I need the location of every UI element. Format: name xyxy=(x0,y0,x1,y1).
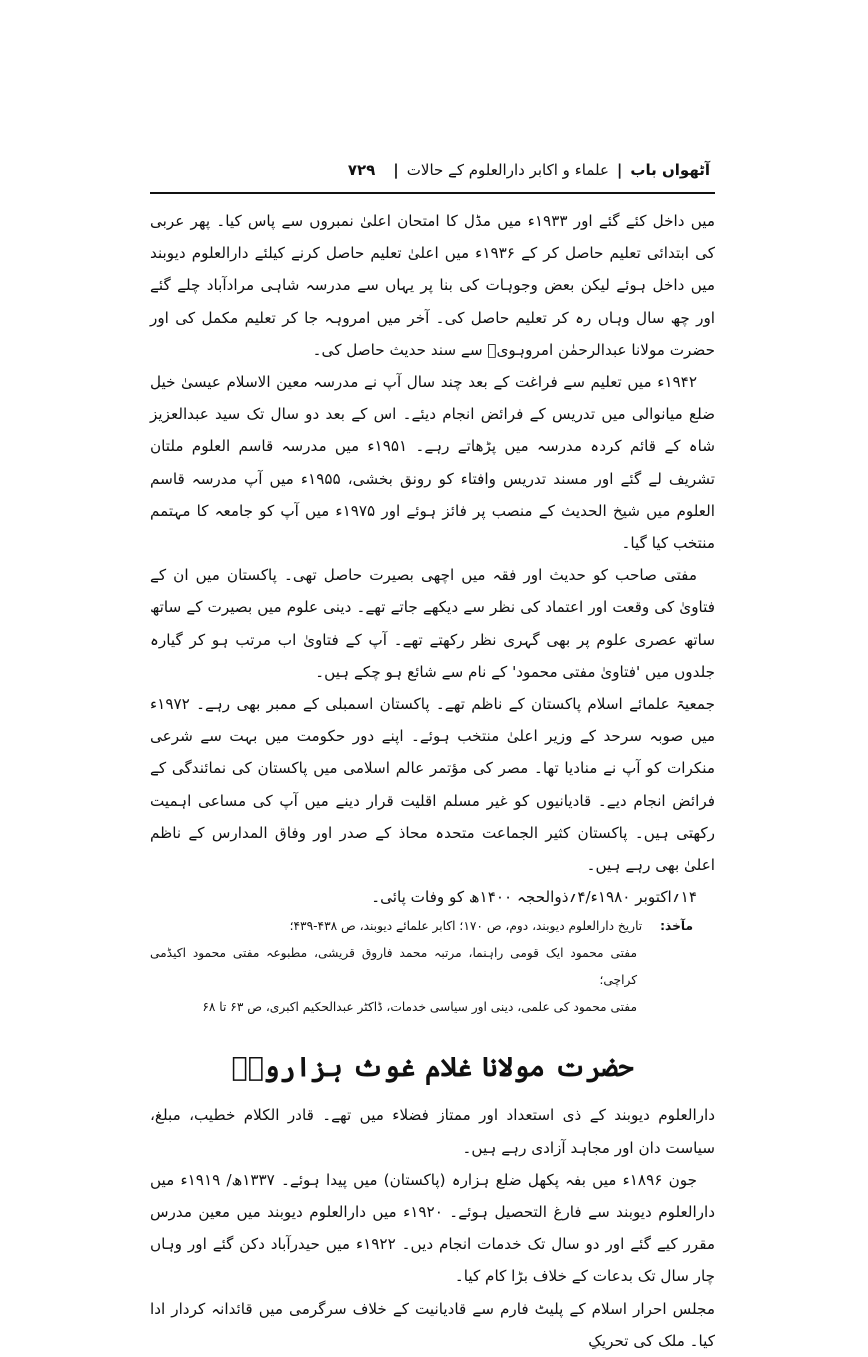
header-rule xyxy=(150,192,715,194)
sources-label: مآخذ: xyxy=(660,919,693,934)
source-line: مفتی محمود ایک قومی راہنما، مرتبہ محمد فاروق قریشی، مطبوعہ مفتی محمود اکیڈمی کراچی؛ xyxy=(150,946,637,988)
paragraph: دارالعلوم دیوبند کے ذی استعداد اور ممتاز فضلاء میں تھے۔ قادر الکلام خطیب، مبلغ، سیاست دان اور مجاہد آزادی رہے ہیں۔ xyxy=(150,1106,715,1157)
paragraph: مجلس احرار اسلام کے پلیٹ فارم سے قادیانیت کے خلاف سرگرمی میں قائدانہ کردار ادا کیا۔ ملک کی تحریکِ xyxy=(150,1299,715,1350)
header-separator: | xyxy=(616,161,623,179)
source-text: تاریخ دارالعلوم دیوبند، دوم، ص ۱۷۰؛ اکابر علمائے دیوبند، ص ۴۳۸-۴۳۹؛ xyxy=(289,919,643,934)
source-line: مفتی محمود کی علمی، دینی اور سیاسی خدمات، ڈاکٹر عبدالحکیم اکبری، ص ۶۳ تا ۶۸ xyxy=(202,1000,637,1015)
chapter-label: آٹھواں باب xyxy=(630,161,710,179)
paragraph: ۱۴؍اکتوبر ۱۹۸۰ء/۴؍ذوالحجہ ۱۴۰۰ھ کو وفات پائی۔ xyxy=(371,888,697,907)
section-heading: حضرت مولانا غلام غوث ہزارویؒ xyxy=(231,1052,634,1084)
chapter-title: علماء و اکابر دارالعلوم کے حالات xyxy=(406,161,609,179)
paragraph: جون ۱۸۹۶ء میں بفہ پکھل ضلع ہزارہ (پاکستان) میں پیدا ہوئے۔ ۱۳۳۷ھ/ ۱۹۱۹ء میں دارالعلوم دیوبند سے فارغ التحصیل ہوئے۔ ۱۹۲۰ء میں دارالعلوم دیوبند میں معین مدرس مقرر کیے گئے اور دو سال تک خدمات انجام دیں۔ ۱۹۲۲ء میں حیدرآباد دکن گئے اور وہاں چار سال تک بدعات کے خلاف بڑا کام کیا۔ xyxy=(150,1170,716,1286)
paragraph: مفتی صاحب کو حدیث اور فقہ میں اچھی بصیرت حاصل تھی۔ پاکستان میں ان کے فتاویٰ کی وقعت اور اعتماد کی نظر سے دیکھے جاتے تھے۔ دینی علوم میں بصیرت کے ساتھ ساتھ عصری علوم پر بھی گہری نظر رکھتے تھے۔ آپ کے فتاویٰ اب مرتب ہو کر گیارہ جلدوں میں 'فتاویٰ مفتی محمود' کے نام سے شائع ہو چکے ہیں۔ xyxy=(150,566,715,681)
paragraph: ۱۹۴۲ء میں تعلیم سے فراغت کے بعد چند سال آپ نے مدرسہ معین الاسلام عیسیٰ خیل ضلع میانوالی میں تدریس کے فرائض انجام دیئے۔ اس کے بعد دو سال تک سید عبدالعزیز شاہ کے قائم کردہ مدرسہ میں پڑھاتے رہے۔ ۱۹۵۱ء میں مدرسہ قاسم العلوم ملتان تشریف لے گئے اور مسند تدریس وافتاء کو رونق بخشی، ۱۹۵۵ء میں آپ مدرسہ قاسم العلوم میں شیخ الحدیث کے منصب پر فائز ہوئے اور ۱۹۷۵ء میں آپ کو جامعہ کا مہتمم منتخب کیا گیا۔ xyxy=(150,373,715,553)
sources-block xyxy=(150,913,693,1021)
running-header xyxy=(150,150,710,190)
page-body xyxy=(150,205,715,1357)
page-number: ۷۲۹ xyxy=(347,161,376,179)
paragraph: جمعیۃ علمائے اسلام پاکستان کے ناظم تھے۔ پاکستان اسمبلی کے ممبر بھی رہے۔ ۱۹۷۲ء میں صوبہ سرحد کے وزیر اعلیٰ منتخب ہوئے۔ اپنے دور حکومت میں بہت سے شرعی منکرات کو آپ نے منادیا تھا۔ مصر کی مؤتمر عالم اسلامی میں پاکستان کی نمائندگی کے فرائض انجام دیے۔ قادیانیوں کو غیر مسلم اقلیت قرار دینے میں آپ کی مساعی اہمیت رکھتی ہیں۔ پاکستان کثیر الجماعت متحدہ محاذ کے صدر اور وفاق المدارس کے ناظم اعلیٰ بھی رہے ہیں۔ xyxy=(150,695,715,875)
header-separator: | xyxy=(393,161,399,179)
paragraph: میں داخل کئے گئے اور ۱۹۳۳ء میں مڈل کا امتحان اعلیٰ نمبروں سے پاس کیا۔ پھر عربی کی ابتدائی تعلیم حاصل کر کے ۱۹۳۶ء میں اعلیٰ تعلیم حاصل کرنے کیلئے دارالعلوم دیوبند میں داخل ہوئے لیکن بعض وجوہات کی بنا پر یہاں سے مدرسہ شاہی مرادآباد چلے گئے اور چھ سال وہاں رہ کر تعلیم حاصل کی۔ آخر میں امروہہ جا کر تعلیم مکمل کی اور حضرت مولانا عبدالرحمٰن امروہویؒ سے سند حدیث حاصل کی۔ xyxy=(150,212,716,359)
source-line xyxy=(150,913,693,940)
